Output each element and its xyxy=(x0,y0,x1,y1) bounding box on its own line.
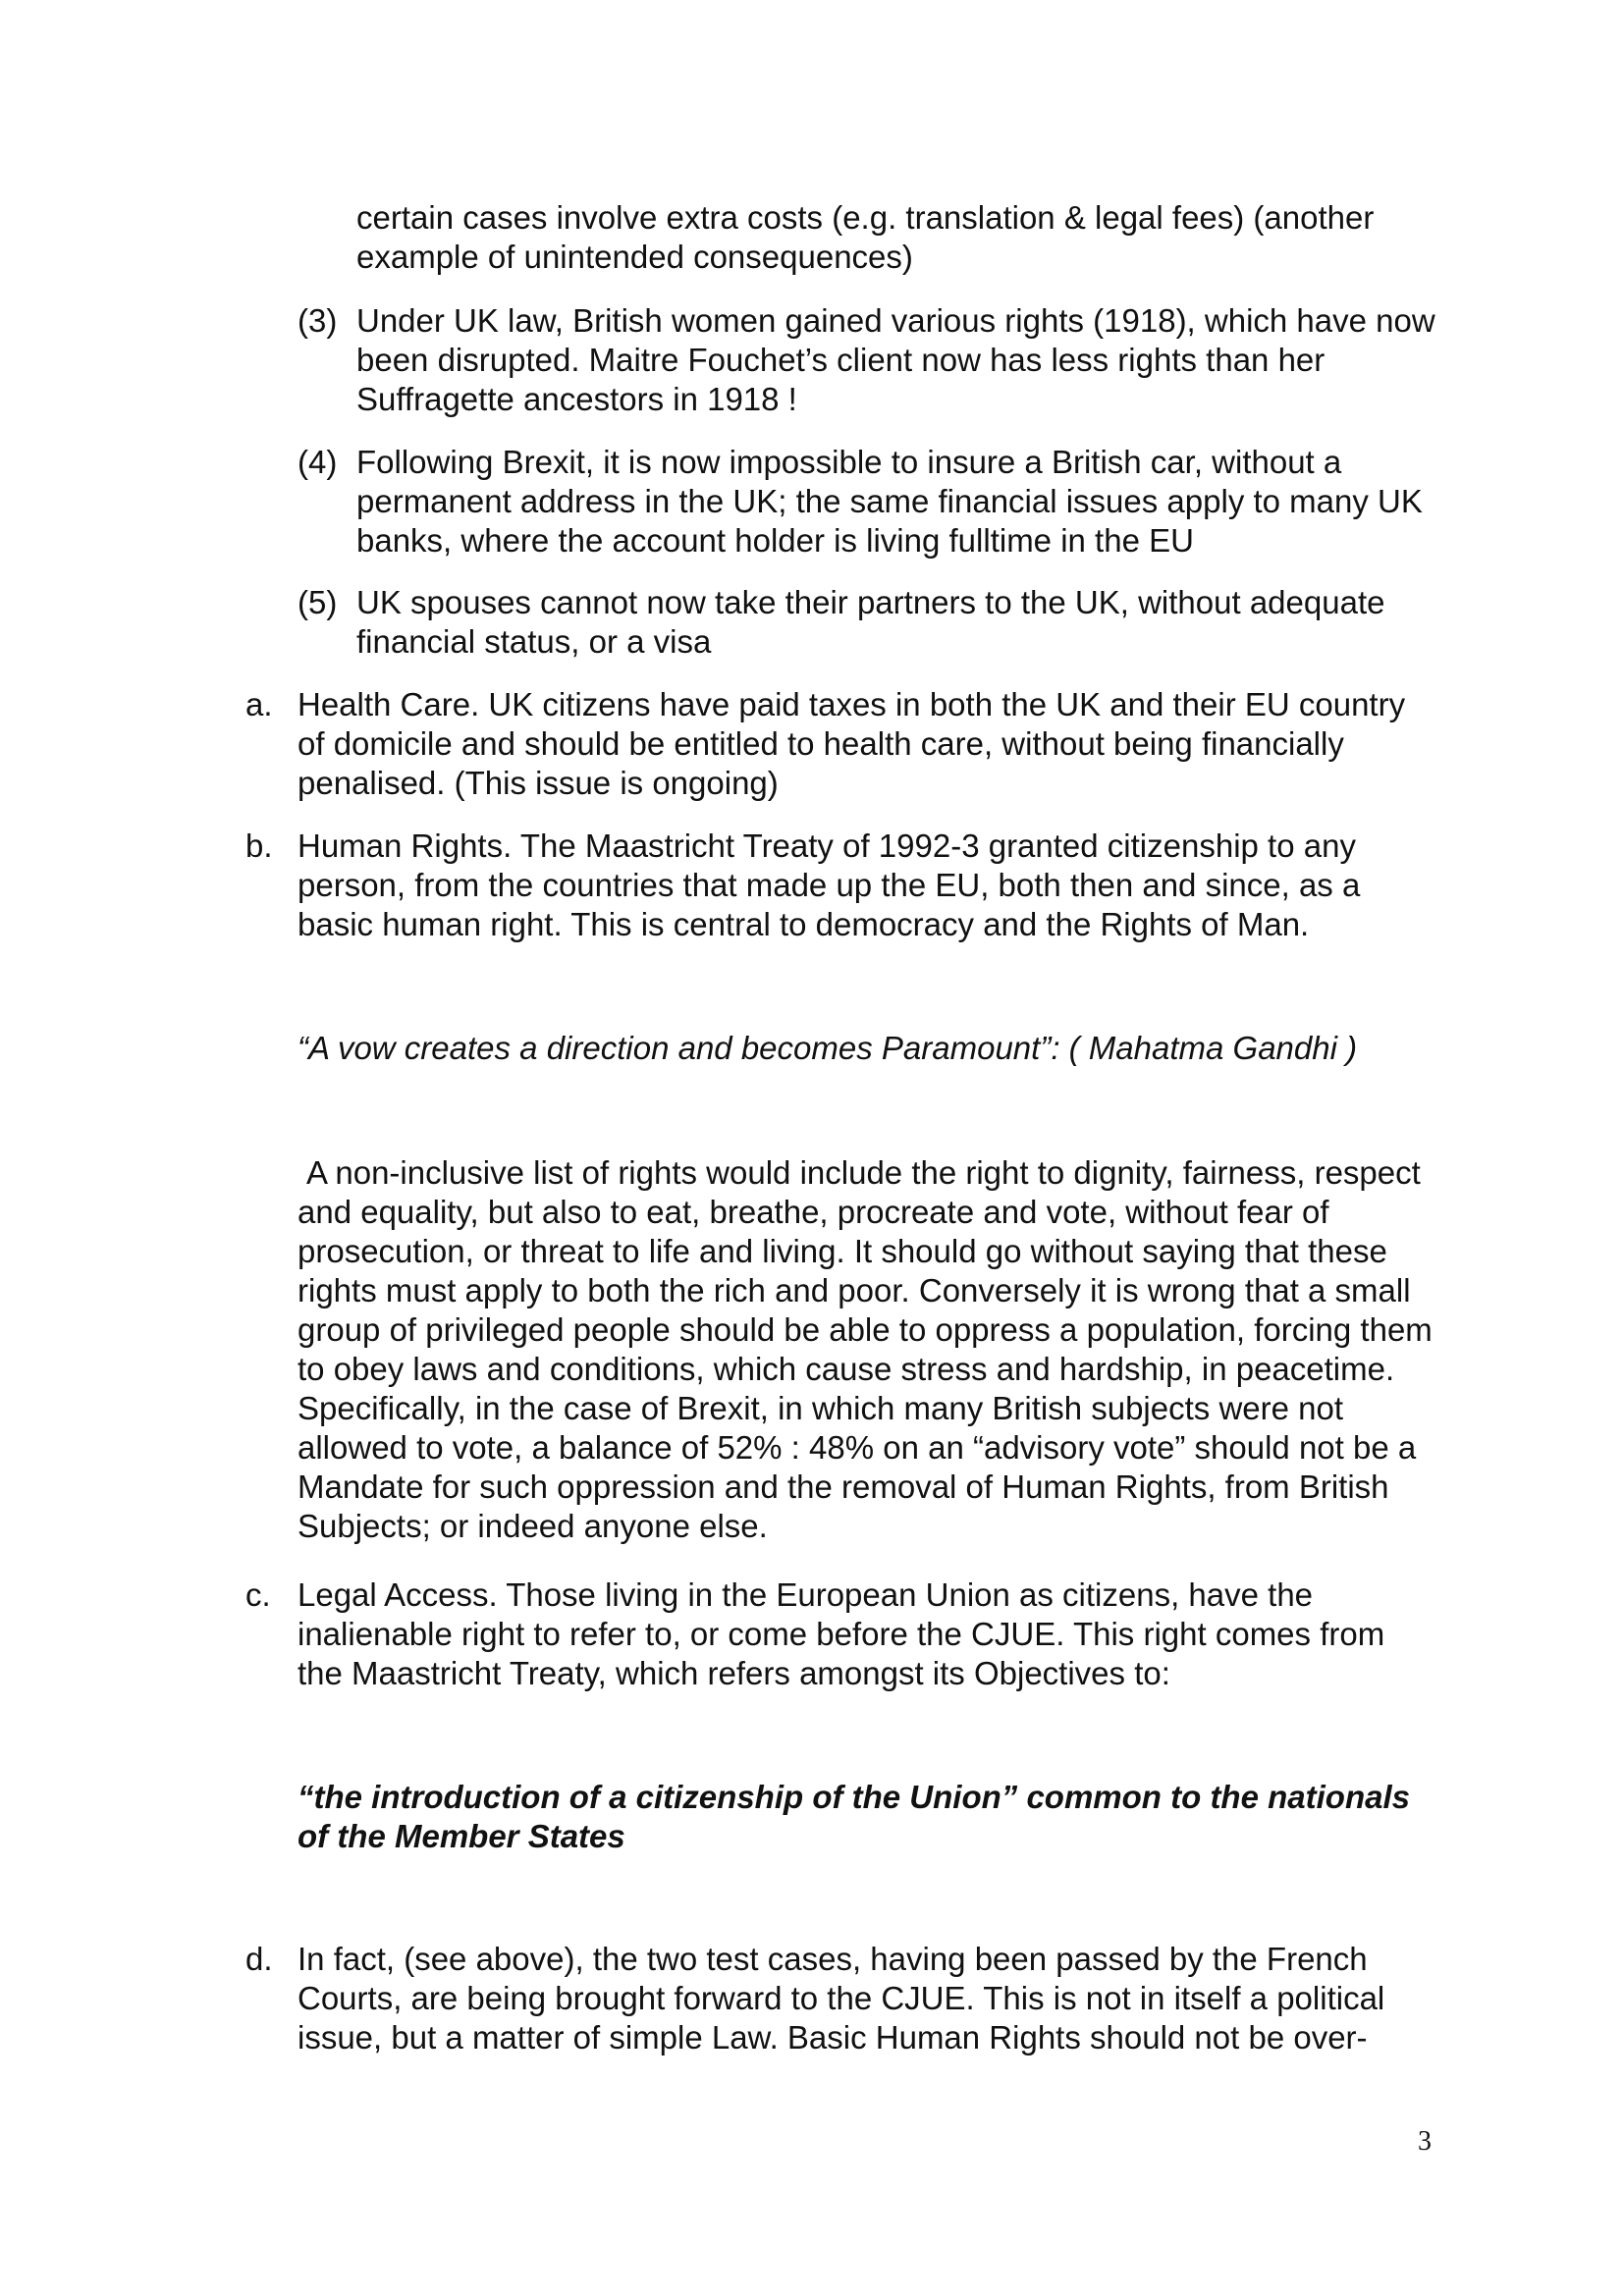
list-item-5: UK spouses cannot now take their partners to the UK, without adequate financial status, or a visa xyxy=(356,584,1385,660)
item-label-a: a. xyxy=(245,686,273,722)
item-label-c: c. xyxy=(245,1576,271,1613)
item-human-rights: Human Rights. The Maastricht Treaty of 1992-3 granted citizenship to any person, from the countries that made up the EU, both then and since, as a basic human right. This is central to democracy and the Rights of Man. xyxy=(298,828,1361,942)
item-label-b: b. xyxy=(245,828,273,864)
list-number-3: (3) xyxy=(298,302,338,339)
list-number-4: (4) xyxy=(298,444,338,480)
list-item-4: Following Brexit, it is now impossible to insure a British car, without a permanent address in the UK; the same financial issues apply to many UK banks, where the account holder is living fulltime in the EU xyxy=(356,444,1423,559)
rights-paragraph: A non-inclusive list of rights would include the right to dignity, fairness, respect and equality, but also to eat, breathe, procreate and vote, without fear of prosecution, or threat to life and living. It should go without saying that these rights must apply to both the rich and poor. Conversely it is wrong that a small group of privileged people should be able to oppress a population, forcing them to obey laws and conditions, which cause stress and hardship, in peacetime. Specifically, in the case of Brexit, in which many British subjects were not allowed to vote, a balance of 52% : 48% on an “advisory vote” should not be a Mandate for such oppression and the removal of Human Rights, from British Subjects; or indeed anyone else. xyxy=(298,1154,1433,1544)
list-number-5: (5) xyxy=(298,584,338,620)
item-label-d: d. xyxy=(245,1941,273,1977)
treaty-quote: “the introduction of a citizenship of the Union” common to the nationals of the Member States xyxy=(298,1779,1410,1854)
item-in-fact: In fact, (see above), the two test cases, having been passed by the French Courts, are being brought forward to the CJUE. This is not in itself a political issue, but a matter of simple Law. Basic Human Rights should not be over- xyxy=(298,1941,1385,2056)
item-health-care: Health Care. UK citizens have paid taxes in both the UK and their EU country of domicile and should be entitled to health care, without being financially penalised. (This issue is ongoing) xyxy=(298,686,1406,801)
list-item-3: Under UK law, British women gained various rights (1918), which have now been disrupted. Maitre Fouchet’s client now has less rights than her Suffragette ancestors in 1918 ! xyxy=(356,302,1435,417)
item-legal-access: Legal Access. Those living in the European Union as citizens, have the inalienable right to refer to, or come before the CJUE. This right comes from the Maastricht Treaty, which refers amongst its Objectives to: xyxy=(298,1576,1385,1691)
page-number: 3 xyxy=(1418,2126,1432,2157)
continuation-text: certain cases involve extra costs (e.g. translation & legal fees) (another example of unintended consequences) xyxy=(356,199,1375,275)
gandhi-quote: “A vow creates a direction and becomes Paramount”: ( Mahatma Gandhi ) xyxy=(298,1030,1358,1066)
